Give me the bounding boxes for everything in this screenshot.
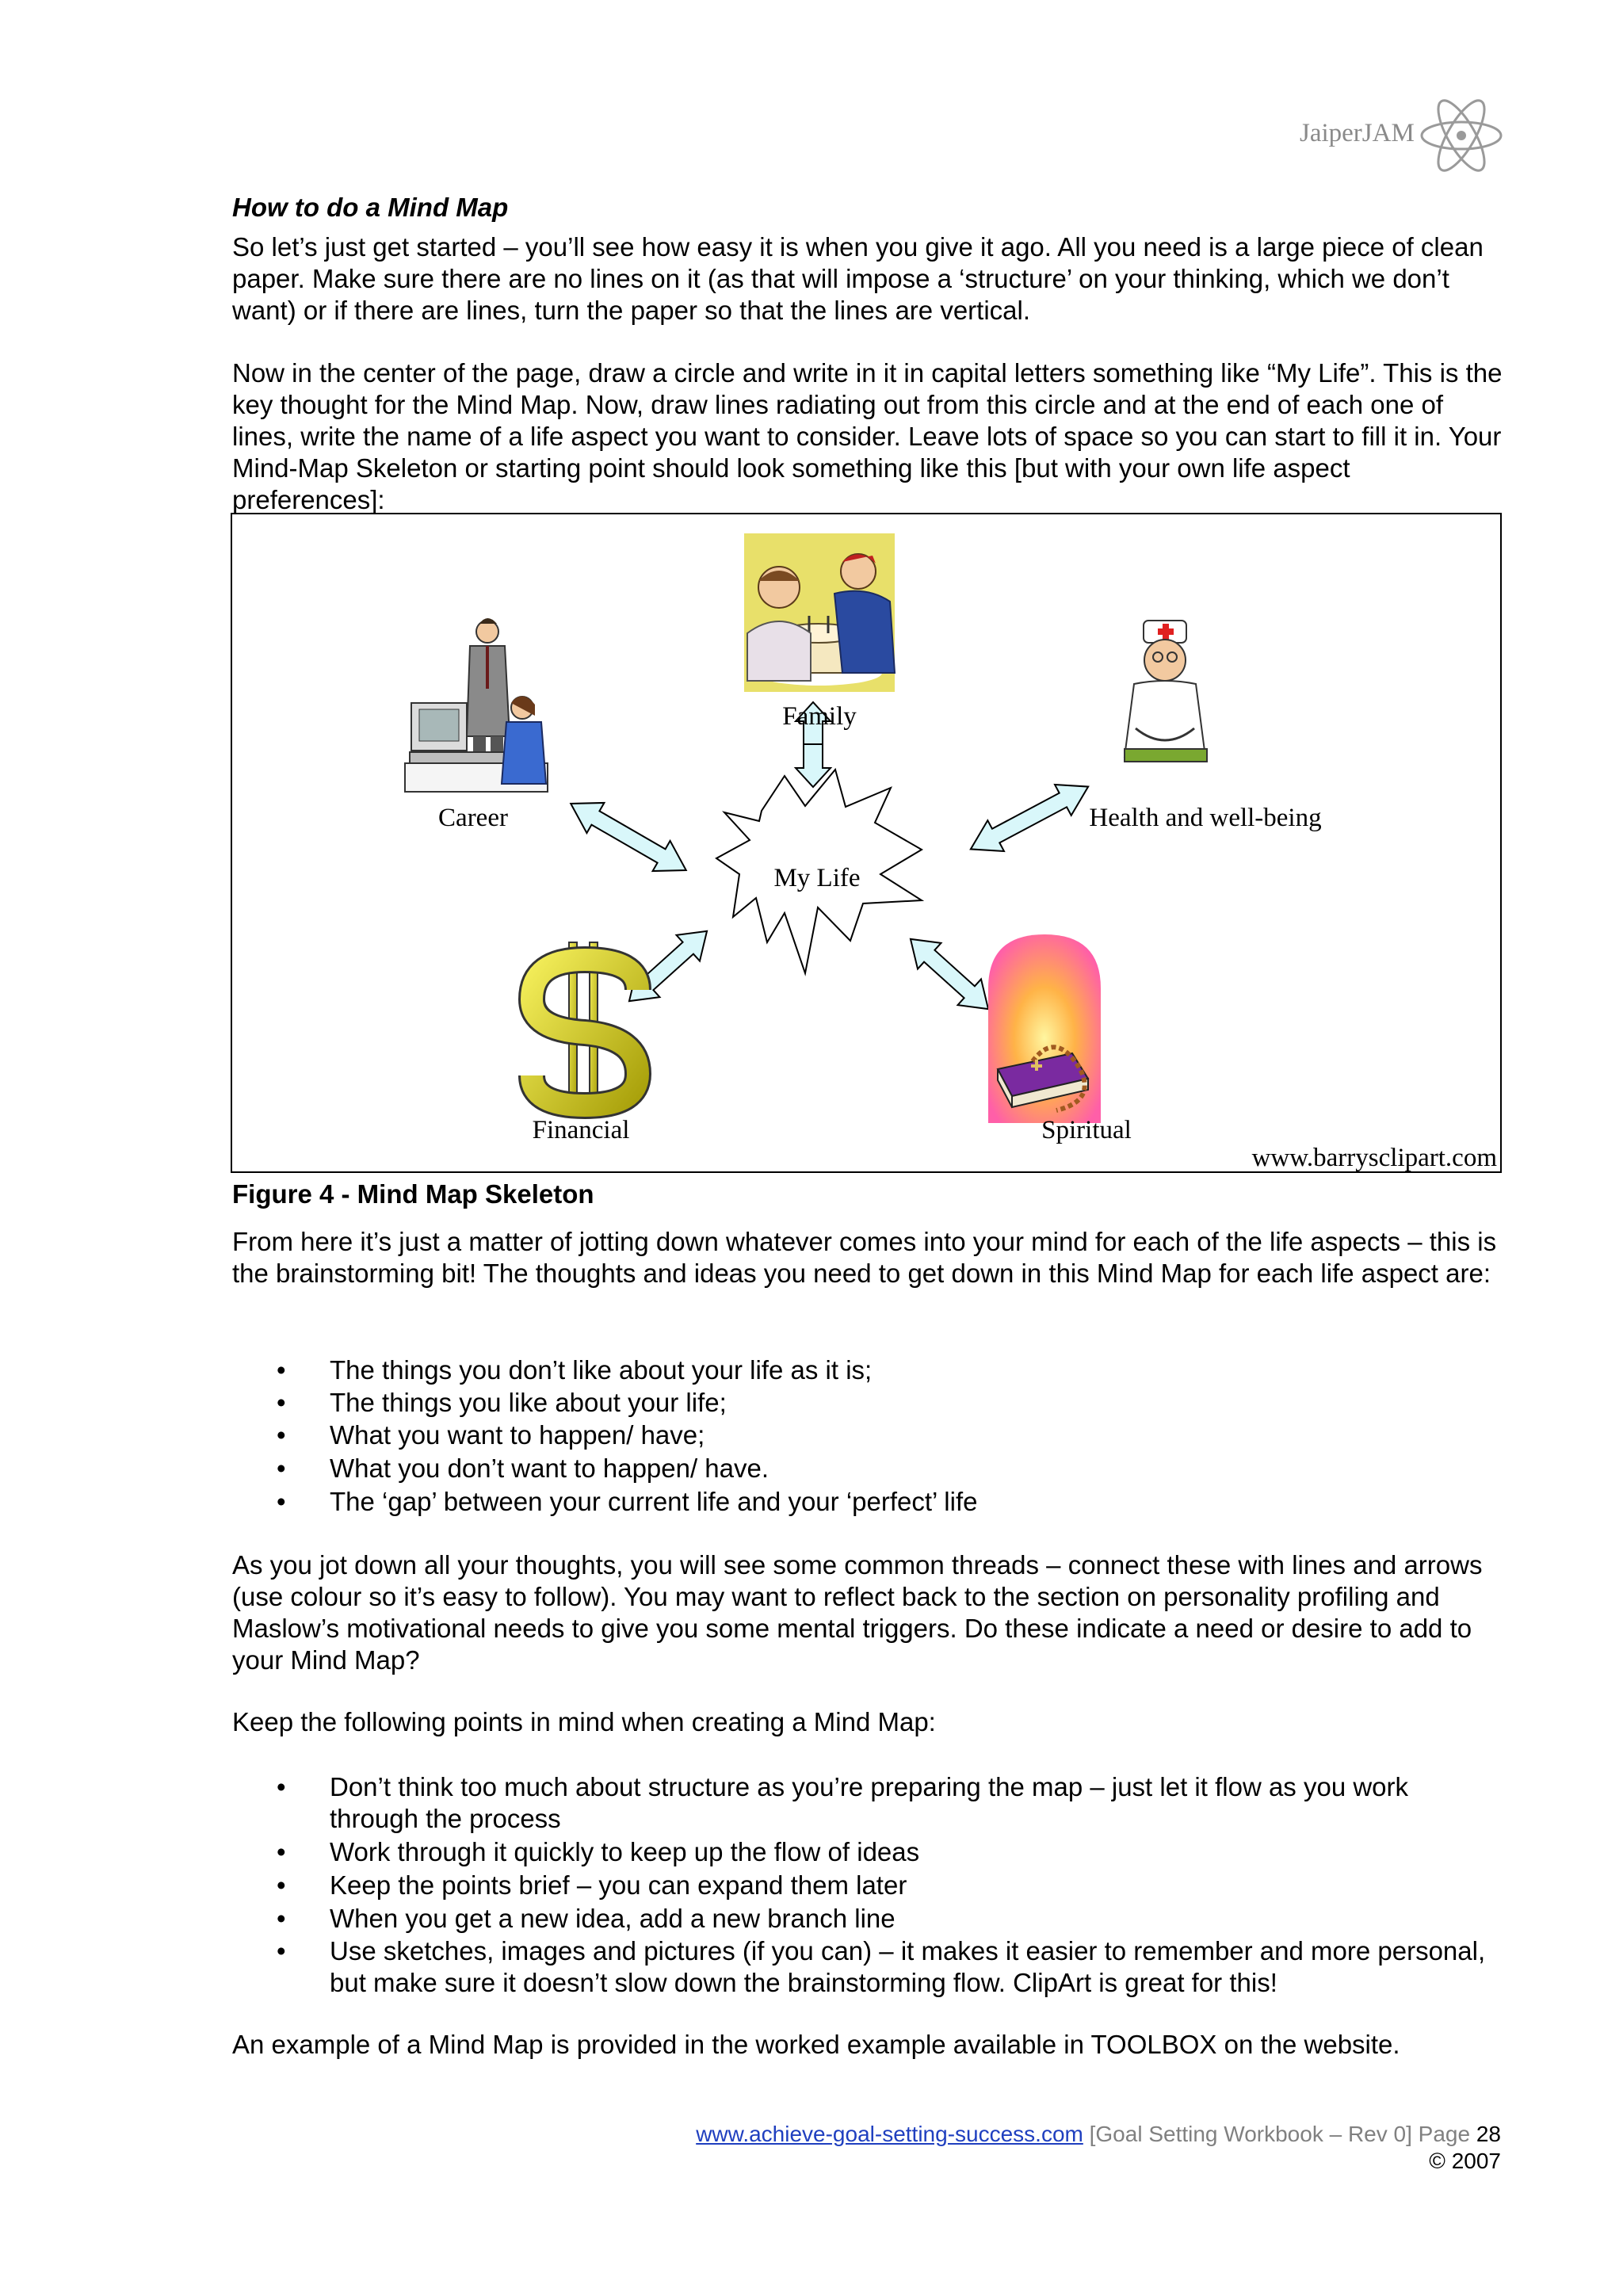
instructions-paragraph: Now in the center of the page, draw a circle and write in it in capital letters something like “My Life”. This is the key thought for the Mind Map. Now, draw lines radiating out from this circle and at the end of each one of lines, write the name of a life aspect you want to consider. Leave lots of space so you can start to fill it in. Your Mind-Map Skeleton or starting point should look something like this [but with your own life aspect preferences]:: [232, 358, 1503, 514]
spiritual-label: Spiritual: [1041, 1116, 1132, 1144]
financial-clipart: [532, 942, 638, 1117]
health-label: Health and well-being: [1089, 804, 1322, 832]
section-heading: How to do a Mind Map: [232, 193, 509, 222]
career-clipart: [405, 618, 548, 792]
family-clipart: [744, 533, 895, 692]
document-info: [Goal Setting Workbook – Rev 0]: [1089, 2122, 1412, 2146]
page-footer: [691, 2121, 1501, 2175]
atom-logo-icon: [1417, 99, 1506, 172]
copyright: © 2007: [1429, 2149, 1501, 2173]
mind-map-figure: [231, 513, 1502, 1173]
example-paragraph: An example of a Mind Map is provided in the worked example available in TOOLBOX on the website.: [232, 2030, 1400, 2059]
tips-intro: Keep the following points in mind when creating a Mind Map:: [232, 1707, 936, 1736]
clipart-credit: www.barrysclipart.com: [1251, 1144, 1497, 1171]
career-label: Career: [438, 804, 508, 832]
figure-caption: Figure 4 - Mind Map Skeleton: [232, 1179, 594, 1209]
center-label: My Life: [773, 864, 861, 892]
page-number: 28: [1476, 2122, 1501, 2146]
family-label: Family: [782, 702, 857, 731]
brand-name: JaiperJAM: [1300, 119, 1415, 147]
website-link[interactable]: www.achieve-goal-setting-success.com: [696, 2122, 1083, 2146]
arrow-spiritual: [899, 926, 1000, 1022]
spiritual-clipart: [988, 934, 1101, 1123]
intro-paragraph: So let’s just get started – you’ll see how easy it is when you give it ago. All you need is a large piece of clean paper. Make sure there are no lines on it (as that will impose a ‘structure’ on your thinking, which we don’t want) or if there are lines, turn the paper so that the lines are vertical.: [232, 232, 1484, 325]
page-label: Page: [1418, 2122, 1471, 2146]
arrow-career: [562, 789, 694, 885]
brainstorm-paragraph: From here it’s just a matter of jotting down whatever comes into your mind for each of the life aspects – this is the brainstorming bit! The thoughts and ideas you need to get down in this Mind Map for each life aspect are:: [232, 1227, 1497, 1288]
arrow-health: [963, 771, 1097, 865]
financial-label: Financial: [532, 1116, 630, 1144]
health-clipart: [1125, 621, 1207, 762]
threads-paragraph: As you jot down all your thoughts, you will see some common threads – connect these with lines and arrows (use colour so it’s easy to follow). You may want to reflect back to the section on personality profiling and Maslow’s motivational needs to give you some mental triggers. Do these indicate a need or desire to add to your Mind Map?: [232, 1550, 1483, 1675]
